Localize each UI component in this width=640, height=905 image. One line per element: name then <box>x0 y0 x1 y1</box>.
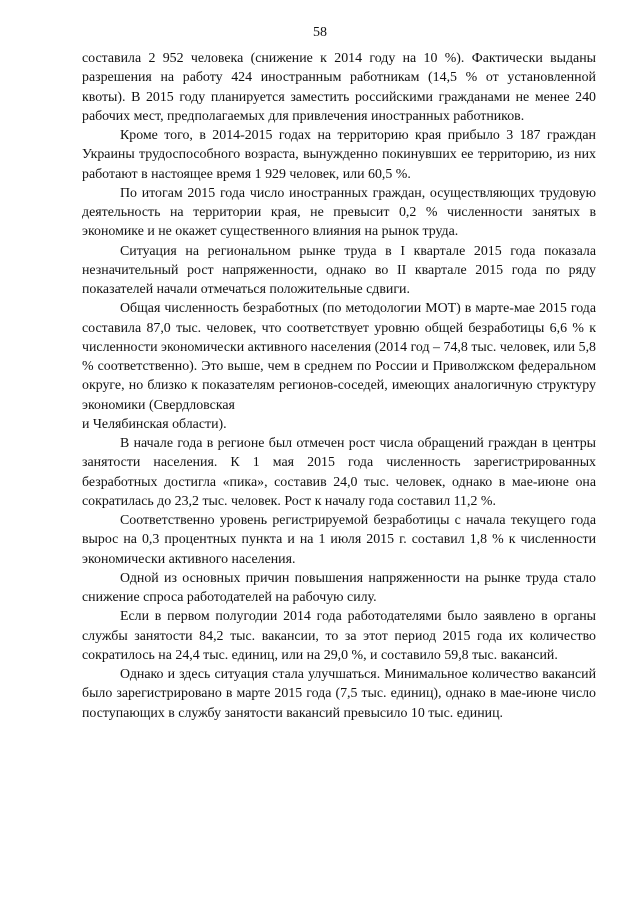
page-number: 58 <box>313 25 327 40</box>
document-body <box>82 49 596 723</box>
paragraph-main-reason: Одной из основных причин повышения напряженности на рынке труда стало снижение спроса работодателей на рабочую силу. <box>82 570 596 605</box>
paragraph-ukraine-citizens: Кроме того, в 2014-2015 годах на территорию края прибыло 3 187 граждан Украины трудоспособного возраста, вынужденно покинувших ее территорию, из них работают в настоящее время 1 929 человек, или 60,5 %. <box>82 128 596 182</box>
paragraph-registered-unemployment-rate: Соответственно уровень регистрируемой безработицы с начала текущего года вырос на 0,3 процентных пункта и на 1 июля 2015 г. составил 1,8 % к численности экономически активного населения. <box>82 513 596 567</box>
paragraph-vacancies-improvement: Однако и здесь ситуация стала улучшаться. Минимальное количество вакансий было зарегистрировано в марте 2015 года (7,5 тыс. единиц), однако в мае-июне число поступающих в службу занятости вакансий превысило 10 тыс. единиц. <box>82 667 596 721</box>
paragraph-registered-unemployed: В начале года в регионе был отмечен рост числа обращений граждан в центры занятости населения. К 1 мая 2015 года численность зарегистрированных безработных достигла «пика», составив 24,0 тыс. человек, однако в мае-июне она сократилась до 23,2 тыс. человек. Рост к началу года составил 11,2 %. <box>82 436 596 509</box>
paragraph-vacancies-2014: Если в первом полугодии 2014 года работодателями было заявлено в органы службы занятости 84,2 тыс. вакансии, то за этот период 2015 года их количество сократилось на 24,4 тыс. единиц, или на 29,0 %, и составило 59,8 тыс. вакансий. <box>82 609 596 663</box>
paragraph-regions-tail: и Челябинская области). <box>82 416 227 432</box>
paragraph-continuation: составила 2 952 человека (снижение к 2014 году на 10 %). Фактически выданы разрешения на работу 424 иностранным работникам (14,5 % от установленной квоты). В 2015 году планируется заместить российскими гражданами не менее 240 рабочих мест, предполагаемых для привлечения иностранных работников. <box>82 51 596 124</box>
paragraph-regional-labor-market: Ситуация на региональном рынке труда в I квартале 2015 года показала незначительный рост напряженности, однако во II квартале 2015 года по ряду показателей начали отмечаться положительные сдвиги. <box>82 243 596 297</box>
paragraph-unemployment-ilo: Общая численность безработных (по методологии МОТ) в марте-мае 2015 года составила 87,0 тыс. человек, что соответствует уровню общей безработицы 6,6 % к численности экономически активного населения (2014 год – 74,8 тыс. человек, или 5,8 % соответственно). Это выше, чем в среднем по России и Приволжском федеральном округе, но близко к показателям регионов-соседей, имеющих аналогичную структуру экономики (Свердловская <box>82 301 596 413</box>
paragraph-foreign-workers-2015: По итогам 2015 года число иностранных граждан, осуществляющих трудовую деятельность на территории края, не превысит 0,2 % численности занятых в экономике и не окажет существенного влияния на рынок труда. <box>82 185 596 240</box>
